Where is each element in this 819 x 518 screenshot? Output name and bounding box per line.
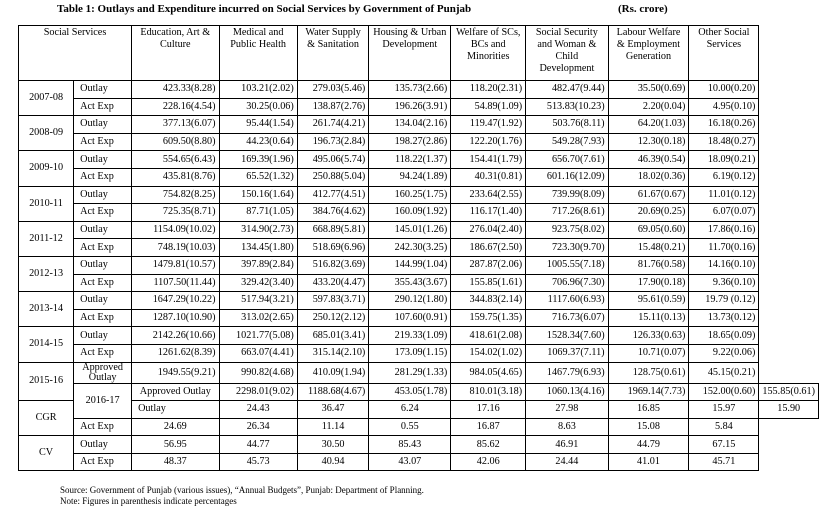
percentage-note: Note: Figures in parenthesis indicate percentages [60, 496, 237, 506]
value-cell: 9.22(0.06) [689, 344, 759, 362]
value-cell: 1154.09(10.02) [132, 221, 219, 239]
type-cell: Act Exp [74, 274, 132, 292]
type-cell: Outlay [74, 292, 132, 310]
value-cell: 11.01(0.12) [689, 186, 759, 204]
value-cell: 169.39(1.96) [219, 151, 297, 169]
value-cell: 14.16(0.10) [689, 256, 759, 274]
value-cell: 344.83(2.14) [451, 292, 526, 310]
value-cell: 706.96(7.30) [526, 274, 608, 292]
value-cell: 44.79 [608, 436, 689, 454]
table-row [19, 151, 819, 169]
value-cell: 45.15(0.21) [689, 362, 759, 383]
value-cell: 24.44 [526, 453, 608, 471]
value-cell: 44.23(0.64) [219, 133, 297, 151]
value-cell: 16.85 [608, 401, 689, 419]
value-cell: 656.70(7.61) [526, 151, 608, 169]
value-cell: 250.88(5.04) [297, 168, 369, 186]
value-cell: 16.87 [451, 418, 526, 436]
value-cell: 138.87(2.76) [297, 98, 369, 116]
value-cell: 12.30(0.18) [608, 133, 689, 151]
value-cell: 69.05(0.60) [608, 221, 689, 239]
value-cell: 517.94(3.21) [219, 292, 297, 310]
social-services-table [18, 25, 819, 471]
value-cell: 418.61(2.08) [451, 327, 526, 345]
table-body [19, 81, 819, 471]
value-cell: 186.67(2.50) [451, 239, 526, 257]
value-cell: 453.05(1.78) [369, 383, 451, 401]
value-cell: 24.43 [219, 401, 297, 419]
value-cell: 1949.55(9.21) [132, 362, 219, 383]
value-cell: 54.89(1.09) [451, 98, 526, 116]
value-cell: 1479.81(10.57) [132, 256, 219, 274]
value-cell: 433.20(4.47) [297, 274, 369, 292]
value-cell: 9.36(0.10) [689, 274, 759, 292]
value-cell: 923.75(8.02) [526, 221, 608, 239]
value-cell: 554.65(6.43) [132, 151, 219, 169]
type-cell: Approved Outlay [74, 362, 132, 383]
value-cell: 1287.10(10.90) [132, 309, 219, 327]
value-cell: 250.12(2.12) [297, 309, 369, 327]
table-row [19, 453, 819, 471]
value-cell: 85.43 [369, 436, 451, 454]
value-cell: 990.82(4.68) [219, 362, 297, 383]
year-cell: 2013-14 [19, 292, 74, 327]
column-header: Education, Art & Culture [132, 26, 219, 81]
value-cell: 30.50 [297, 436, 369, 454]
type-cell: Act Exp [74, 98, 132, 116]
value-cell: 1261.62(8.39) [132, 344, 219, 362]
value-cell: 1647.29(10.22) [132, 292, 219, 310]
column-header: Labour Welfare & Employment Generation [608, 26, 689, 81]
table-row [19, 98, 819, 116]
value-cell: 315.14(2.10) [297, 344, 369, 362]
value-cell: 725.35(8.71) [132, 204, 219, 222]
value-cell: 43.07 [369, 453, 451, 471]
value-cell: 717.26(8.61) [526, 204, 608, 222]
value-cell: 144.99(1.04) [369, 256, 451, 274]
value-cell: 984.05(4.65) [451, 362, 526, 383]
value-cell: 81.76(0.58) [608, 256, 689, 274]
value-cell: 1188.68(4.67) [297, 383, 369, 401]
value-cell: 1005.55(7.18) [526, 256, 608, 274]
value-cell: 152.00(0.60) [689, 383, 759, 401]
column-header: Water Supply & Sanitation [297, 26, 369, 81]
value-cell: 196.73(2.84) [297, 133, 369, 151]
value-cell: 2298.01(9.02) [219, 383, 297, 401]
value-cell: 85.62 [451, 436, 526, 454]
value-cell: 4.95(0.10) [689, 98, 759, 116]
value-cell: 118.20(2.31) [451, 81, 526, 99]
value-cell: 1021.77(5.08) [219, 327, 297, 345]
value-cell: 1107.50(11.44) [132, 274, 219, 292]
value-cell: 56.95 [132, 436, 219, 454]
table-row [19, 81, 819, 99]
type-cell: Outlay [74, 151, 132, 169]
year-cell: 2016-17 [74, 383, 132, 418]
value-cell: 42.06 [451, 453, 526, 471]
table-title: Table 1: Outlays and Expenditure incurred on Social Services by Government of Punjab [57, 3, 472, 15]
value-cell: 423.33(8.28) [132, 81, 219, 99]
value-cell: 6.07(0.07) [689, 204, 759, 222]
value-cell: 495.06(5.74) [297, 151, 369, 169]
value-cell: 1117.60(6.93) [526, 292, 608, 310]
value-cell: 40.94 [297, 453, 369, 471]
value-cell: 716.73(6.07) [526, 309, 608, 327]
value-cell: 377.13(6.07) [132, 116, 219, 134]
year-cell: 2009-10 [19, 151, 74, 186]
value-cell: 513.83(10.23) [526, 98, 608, 116]
value-cell: 18.02(0.36) [608, 168, 689, 186]
source-note: Source: Government of Punjab (various issues), “Annual Budgets”, Punjab: Department of Planning. [60, 485, 424, 495]
value-cell: 160.09(1.92) [369, 204, 451, 222]
value-cell: 503.76(8.11) [526, 116, 608, 134]
value-cell: 668.89(5.81) [297, 221, 369, 239]
value-cell: 18.65(0.09) [689, 327, 759, 345]
value-cell: 160.25(1.75) [369, 186, 451, 204]
type-cell: Outlay [74, 436, 132, 454]
year-cell: 2011-12 [19, 221, 74, 256]
value-cell: 35.50(0.69) [608, 81, 689, 99]
type-cell: Outlay [74, 186, 132, 204]
value-cell: 118.22(1.37) [369, 151, 451, 169]
value-cell: 26.34 [219, 418, 297, 436]
value-cell: 15.08 [608, 418, 689, 436]
value-cell: 242.30(3.25) [369, 239, 451, 257]
value-cell: 20.69(0.25) [608, 204, 689, 222]
value-cell: 40.31(0.81) [451, 168, 526, 186]
value-cell: 597.83(3.71) [297, 292, 369, 310]
value-cell: 41.01 [608, 453, 689, 471]
value-cell: 95.61(0.59) [608, 292, 689, 310]
value-cell: 233.64(2.55) [451, 186, 526, 204]
value-cell: 15.97 [689, 401, 759, 419]
value-cell: 748.19(10.03) [132, 239, 219, 257]
value-cell: 10.71(0.07) [608, 344, 689, 362]
value-cell: 609.50(8.80) [132, 133, 219, 151]
table-row [19, 133, 819, 151]
year-cell: 2014-15 [19, 327, 74, 362]
value-cell: 16.18(0.26) [689, 116, 759, 134]
value-cell: 154.41(1.79) [451, 151, 526, 169]
value-cell: 412.77(4.51) [297, 186, 369, 204]
value-cell: 36.47 [297, 401, 369, 419]
value-cell: 2142.26(10.66) [132, 327, 219, 345]
value-cell: 290.12(1.80) [369, 292, 451, 310]
type-cell: Approved Outlay [132, 383, 219, 401]
value-cell: 518.69(6.96) [297, 239, 369, 257]
value-cell: 1069.37(7.11) [526, 344, 608, 362]
table-row [19, 221, 819, 239]
value-cell: 48.37 [132, 453, 219, 471]
year-cell: 2012-13 [19, 256, 74, 291]
value-cell: 287.87(2.06) [451, 256, 526, 274]
value-cell: 61.67(0.67) [608, 186, 689, 204]
value-cell: 30.25(0.06) [219, 98, 297, 116]
value-cell: 219.33(1.09) [369, 327, 451, 345]
value-cell: 314.90(2.73) [219, 221, 297, 239]
value-cell: 103.21(2.02) [219, 81, 297, 99]
column-header: Social Security and Woman & Child Development [526, 26, 608, 81]
type-cell: Act Exp [74, 204, 132, 222]
table-row [19, 383, 819, 401]
table-row [19, 274, 819, 292]
type-cell: Outlay [74, 327, 132, 345]
value-cell: 27.98 [526, 401, 608, 419]
column-header: Medical and Public Health [219, 26, 297, 81]
table-row [19, 309, 819, 327]
value-cell: 46.39(0.54) [608, 151, 689, 169]
value-cell: 94.24(1.89) [369, 168, 451, 186]
table-row [19, 344, 819, 362]
value-cell: 549.28(7.93) [526, 133, 608, 151]
column-header: Housing & Urban Development [369, 26, 451, 81]
value-cell: 64.20(1.03) [608, 116, 689, 134]
value-cell: 134.04(2.16) [369, 116, 451, 134]
unit-label: (Rs. crore) [618, 3, 668, 15]
value-cell: 435.81(8.76) [132, 168, 219, 186]
value-cell: 1528.34(7.60) [526, 327, 608, 345]
value-cell: 754.82(8.25) [132, 186, 219, 204]
value-cell: 313.02(2.65) [219, 309, 297, 327]
value-cell: 155.85(1.61) [451, 274, 526, 292]
value-cell: 663.07(4.41) [219, 344, 297, 362]
value-cell: 1467.79(6.93) [526, 362, 608, 383]
table-row [19, 239, 819, 257]
value-cell: 18.48(0.27) [689, 133, 759, 151]
value-cell: 13.73(0.12) [689, 309, 759, 327]
value-cell: 154.02(1.02) [451, 344, 526, 362]
type-cell: Act Exp [74, 133, 132, 151]
value-cell: 410.09(1.94) [297, 362, 369, 383]
value-cell: 19.79 (0.12) [689, 292, 759, 310]
table-row [19, 186, 819, 204]
value-cell: 119.47(1.92) [451, 116, 526, 134]
value-cell: 17.90(0.18) [608, 274, 689, 292]
value-cell: 87.71(1.05) [219, 204, 297, 222]
table-row [19, 401, 819, 419]
value-cell: 685.01(3.41) [297, 327, 369, 345]
value-cell: 24.69 [132, 418, 219, 436]
value-cell: 279.03(5.46) [297, 81, 369, 99]
value-cell: 11.70(0.16) [689, 239, 759, 257]
type-cell: Act Exp [74, 418, 132, 436]
value-cell: 67.15 [689, 436, 759, 454]
value-cell: 11.14 [297, 418, 369, 436]
year-cell: 2010-11 [19, 186, 74, 221]
value-cell: 134.45(1.80) [219, 239, 297, 257]
value-cell: 355.43(3.67) [369, 274, 451, 292]
value-cell: 2.20(0.04) [608, 98, 689, 116]
value-cell: 196.26(3.91) [369, 98, 451, 116]
type-cell: Outlay [132, 401, 219, 419]
value-cell: 17.86(0.16) [689, 221, 759, 239]
value-cell: 261.74(4.21) [297, 116, 369, 134]
type-cell: Act Exp [74, 453, 132, 471]
value-cell: 95.44(1.54) [219, 116, 297, 134]
table-row [19, 292, 819, 310]
value-cell: 107.60(0.91) [369, 309, 451, 327]
value-cell: 173.09(1.15) [369, 344, 451, 362]
type-cell: Outlay [74, 256, 132, 274]
value-cell: 46.91 [526, 436, 608, 454]
value-cell: 45.71 [689, 453, 759, 471]
value-cell: 126.33(0.63) [608, 327, 689, 345]
table-row [19, 327, 819, 345]
value-cell: 810.01(3.18) [451, 383, 526, 401]
value-cell: 159.75(1.35) [451, 309, 526, 327]
column-header: Welfare of SCs, BCs and Minorities [451, 26, 526, 81]
value-cell: 45.73 [219, 453, 297, 471]
value-cell: 6.19(0.12) [689, 168, 759, 186]
value-cell: 44.77 [219, 436, 297, 454]
value-cell: 198.27(2.86) [369, 133, 451, 151]
type-cell: Outlay [74, 221, 132, 239]
value-cell: 18.09(0.21) [689, 151, 759, 169]
table-notes [60, 485, 424, 507]
type-cell: Act Exp [74, 309, 132, 327]
year-cell: 2007-08 [19, 81, 74, 116]
value-cell: 601.16(12.09) [526, 168, 608, 186]
value-cell: 1060.13(4.16) [526, 383, 608, 401]
table-row [19, 418, 819, 436]
value-cell: 15.11(0.13) [608, 309, 689, 327]
value-cell: 281.29(1.33) [369, 362, 451, 383]
column-header: Other Social Services [689, 26, 759, 81]
value-cell: 8.63 [526, 418, 608, 436]
type-cell: Outlay [74, 81, 132, 99]
table-row [19, 168, 819, 186]
type-cell: Act Exp [74, 168, 132, 186]
value-cell: 150.16(1.64) [219, 186, 297, 204]
year-cell: 2015-16 [19, 362, 74, 401]
value-cell: 739.99(8.09) [526, 186, 608, 204]
value-cell: 482.47(9.44) [526, 81, 608, 99]
value-cell: 122.20(1.76) [451, 133, 526, 151]
value-cell: 6.24 [369, 401, 451, 419]
table-row [19, 436, 819, 454]
year-cell: CGR [19, 401, 74, 436]
value-cell: 128.75(0.61) [608, 362, 689, 383]
value-cell: 116.17(1.40) [451, 204, 526, 222]
type-cell: Act Exp [74, 239, 132, 257]
value-cell: 15.90 [759, 401, 819, 419]
type-cell: Outlay [74, 116, 132, 134]
type-cell: Act Exp [74, 344, 132, 362]
value-cell: 135.73(2.66) [369, 81, 451, 99]
value-cell: 5.84 [689, 418, 759, 436]
value-cell: 17.16 [451, 401, 526, 419]
value-cell: 145.01(1.26) [369, 221, 451, 239]
value-cell: 723.30(9.70) [526, 239, 608, 257]
year-cell: 2008-09 [19, 116, 74, 151]
value-cell: 0.55 [369, 418, 451, 436]
value-cell: 516.82(3.69) [297, 256, 369, 274]
value-cell: 155.85(0.61) [759, 383, 819, 401]
value-cell: 276.04(2.40) [451, 221, 526, 239]
value-cell: 228.16(4.54) [132, 98, 219, 116]
value-cell: 15.48(0.21) [608, 239, 689, 257]
value-cell: 384.76(4.62) [297, 204, 369, 222]
column-header: Social Services [19, 26, 132, 81]
value-cell: 329.42(3.40) [219, 274, 297, 292]
header-row [19, 26, 819, 81]
table-row [19, 362, 819, 383]
table-row [19, 116, 819, 134]
value-cell: 397.89(2.84) [219, 256, 297, 274]
value-cell: 65.52(1.32) [219, 168, 297, 186]
value-cell: 10.00(0.20) [689, 81, 759, 99]
year-cell: CV [19, 436, 74, 471]
table-row [19, 204, 819, 222]
value-cell: 1969.14(7.73) [608, 383, 689, 401]
table-title-row [57, 3, 787, 17]
table-row [19, 256, 819, 274]
